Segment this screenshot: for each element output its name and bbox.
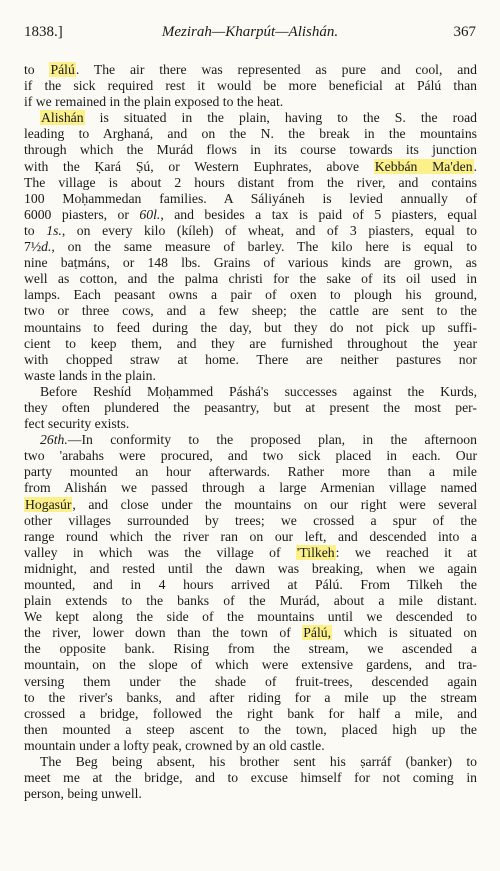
text-segment: , on every kilo (kíleh) of wheat, and of 3 piasters, equal to	[61, 222, 477, 238]
highlighted-place-name: 'Tilkeh	[296, 544, 335, 560]
text-line	[24, 545, 477, 561]
text-segment: valley in which was the village of	[24, 544, 296, 560]
text-segment: then mounted a steep ascent to the town, placed high up the	[24, 721, 477, 737]
paragraph	[24, 110, 477, 384]
text-segment: person, being unwell.	[24, 786, 142, 802]
text-line	[24, 786, 477, 802]
text-line	[24, 400, 477, 416]
text-line	[24, 577, 477, 593]
text-segment: The village is about 2 hours distant from the river, and contains	[24, 174, 477, 190]
text-segment: plain extends to the banks of the Murád, about a mile distant.	[24, 593, 477, 609]
text-segment: from Alishán we passed through a large Armenian village named	[24, 480, 477, 496]
text-line	[24, 657, 477, 673]
text-line	[24, 416, 477, 432]
text-segment: mountain, on the slope of which were extensive gardens, and tra-	[24, 657, 477, 673]
text-segment: mounted, and in 4 hours arrived at Pálú. From Tilkeh the	[24, 577, 477, 592]
text-line	[24, 78, 477, 94]
italic-text: d.	[41, 239, 52, 255]
text-segment: , and besides a tax is paid of 5 piasters, equal	[160, 206, 477, 222]
text-segment: The Beg being absent, his brother sent his ṣarráf (banker) to	[40, 754, 477, 770]
text-segment: waste lands in the plain.	[24, 367, 156, 383]
text-segment: with the Ḳará Ṣú, or Western Euphrates, above	[24, 158, 374, 174]
text-segment: We kept along the side of the mountains until we descended to	[24, 609, 477, 625]
text-line	[24, 529, 477, 545]
text-line	[24, 303, 477, 319]
text-line	[24, 159, 477, 175]
text-line	[24, 432, 477, 448]
text-segment: mountains to feed during the day, but they do not pick up suffi-	[24, 319, 477, 335]
text-line	[24, 255, 477, 271]
text-segment: nine baṭmáns, or 148 lbs. Grains of various kinds are grown, as	[24, 255, 477, 271]
text-line	[24, 287, 477, 303]
text-line	[24, 706, 477, 722]
text-segment: other villages surrounded by trees; we crossed a spur of the	[24, 512, 477, 528]
text-line	[24, 722, 477, 738]
text-line	[24, 770, 477, 786]
text-line	[24, 336, 477, 352]
text-segment: through which the Murád flows in its course towards its junction	[24, 142, 477, 158]
text-segment: : we reached it at	[335, 544, 477, 560]
body-text	[24, 62, 477, 802]
text-line	[24, 126, 477, 142]
text-line	[24, 738, 477, 754]
text-segment: midnight, and rested until the dawn was breaking, when we again	[24, 560, 477, 576]
text-line	[24, 674, 477, 690]
paragraph	[24, 754, 477, 802]
highlighted-place-name: Pálú,	[303, 625, 332, 641]
text-segment: cient to keep them, and they are furnished throughout the year	[24, 335, 477, 351]
paragraph	[24, 62, 477, 110]
text-line	[24, 448, 477, 464]
text-segment: lamps. Each peasant owns a pair of oxen to plough his ground,	[24, 287, 477, 303]
text-segment: 6000 piasters, or	[24, 206, 140, 222]
text-segment: is situated in the plain, having to the S. the road	[84, 110, 477, 126]
text-line	[24, 609, 477, 625]
highlighted-place-name: Alishán	[41, 110, 84, 126]
text-segment: mountain under a lofty peak, crowned by an old castle.	[24, 737, 325, 753]
text-line	[24, 690, 477, 706]
text-segment: crossed a bridge, followed the right bank for half a mile, and	[24, 705, 477, 721]
text-line	[24, 625, 477, 641]
page-number: 367	[453, 24, 476, 40]
running-header	[24, 22, 476, 42]
text-line	[24, 561, 477, 577]
italic-text: 26th.	[40, 432, 68, 448]
text-line	[24, 754, 477, 770]
text-segment: to	[24, 62, 50, 77]
text-segment: 7½	[24, 239, 42, 255]
text-line	[24, 239, 477, 255]
text-line	[24, 191, 477, 207]
text-segment: versing them under the shade of fruit-trees, descended again	[24, 673, 477, 689]
text-line	[24, 175, 477, 191]
text-segment: fect security exists.	[24, 416, 130, 432]
italic-text: 60l.	[139, 206, 161, 222]
text-segment: the opposite bank. Rising from the stream, we ascended a	[24, 641, 477, 657]
text-line	[24, 110, 477, 126]
text-segment: range round which the river ran on our left, and descended into a	[24, 528, 477, 544]
text-segment: 100 Moḥammedan families. A Sáliyáneh is levied annually of	[24, 190, 477, 206]
text-segment: . The air there was represented as pure and cool, and	[75, 62, 477, 77]
text-line	[24, 207, 477, 223]
text-line	[24, 593, 477, 609]
text-line	[24, 368, 477, 384]
text-line	[24, 464, 477, 480]
highlighted-place-name: Kebbán Ma'den	[374, 158, 473, 174]
text-line	[24, 62, 477, 78]
highlighted-place-name: Hogasúr	[25, 496, 72, 512]
text-line	[24, 142, 477, 158]
text-segment: .	[473, 158, 477, 174]
text-line	[24, 352, 477, 368]
text-segment: two 'arabahs were procured, and two sick placed in each. Our	[24, 448, 477, 464]
text-segment: meet me at the bridge, and to excuse himself for not coming in	[24, 770, 477, 786]
header-year: 1838.]	[24, 24, 63, 40]
text-line	[24, 480, 477, 496]
highlighted-place-name: Pálú	[50, 62, 75, 77]
text-segment: which is situated on	[332, 625, 478, 641]
text-line	[24, 223, 477, 239]
text-segment: they often plundered the peasantry, but at present the most per-	[24, 399, 477, 415]
text-segment: Before Reshíd Moḥammed Páshá's successes against the Kurds,	[40, 383, 477, 399]
text-segment: to the river's banks, and after riding for a mile up the stream	[24, 689, 477, 705]
paragraph	[24, 384, 477, 432]
paragraph	[24, 432, 477, 754]
text-segment: party mounted an hour afterwards. Rather more than a mile	[24, 464, 477, 480]
text-line	[24, 513, 477, 529]
text-line	[24, 271, 477, 287]
text-segment: the river, lower down than the town of	[24, 625, 303, 641]
text-line	[24, 384, 477, 400]
text-segment: well as cotton, and the palma christi for the sake of its oil used in	[24, 271, 477, 287]
text-segment: if we remained in the plain exposed to the heat.	[24, 94, 284, 110]
text-segment: , and close under the mountains on our right were several	[72, 496, 477, 512]
text-line	[24, 497, 477, 513]
text-segment: two or three cows, and a few sheep; the cattle are sent to the	[24, 303, 477, 319]
text-segment: , on the same measure of barley. The kilo here is equal to	[51, 239, 477, 255]
text-line	[24, 94, 477, 110]
italic-text: 1s.	[46, 222, 62, 238]
text-segment: —In conformity to the proposed plan, in the afternoon	[67, 432, 477, 448]
text-segment: with chopped straw at home. There are neither pastures nor	[24, 351, 477, 367]
text-segment: to	[24, 222, 47, 238]
header-title: Mezirah—Kharpút—Alishán.	[161, 24, 339, 40]
text-segment: if the sick required rest it would be more beneficial at Pálú than	[24, 78, 477, 94]
text-segment: leading to Arghaná, and on the N. the break in the mountains	[24, 126, 477, 142]
text-line	[24, 320, 477, 336]
text-line	[24, 641, 477, 657]
